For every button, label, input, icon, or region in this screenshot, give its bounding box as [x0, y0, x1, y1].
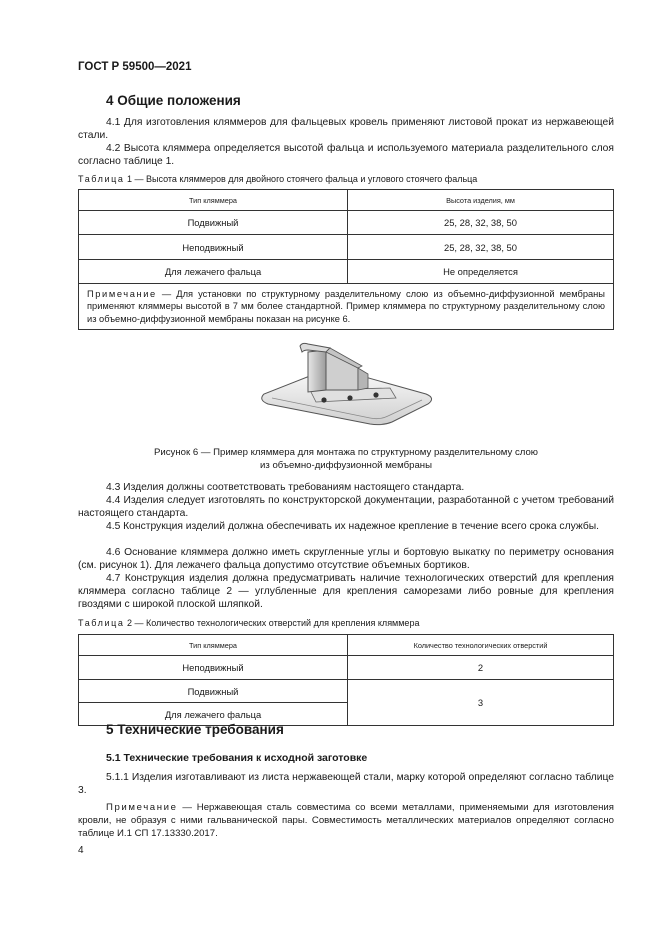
table-1-cell: Для лежачего фальца: [79, 260, 348, 284]
paragraph-5-1-1: 5.1.1 Изделия изготавливают из листа нержавеющей стали, марку которой определяют согласно таблице 3.: [78, 772, 614, 796]
table-2-caption: [78, 618, 419, 628]
klammer-hook: [300, 343, 330, 352]
table-1-cell: 25, 28, 32, 38, 50: [348, 211, 614, 235]
table-2-cell: Неподвижный: [79, 656, 348, 680]
klammer-tab: [308, 350, 326, 392]
klammer-hole: [347, 395, 352, 400]
table-1-caption: [78, 174, 477, 184]
table-row: [79, 211, 614, 235]
subsection-5-1-title: 5.1 Технические требования к исходной заготовке: [106, 752, 368, 764]
section-5-note-word: Примечание: [106, 802, 178, 813]
table-2-cell: Для лежачего фальца: [79, 703, 348, 726]
table-1-header-height: Высота изделия, мм: [348, 190, 614, 211]
table-2: [78, 634, 614, 726]
paragraph-4-3: 4.3 Изделия должны соответствовать требованиям настоящего стандарта.: [106, 482, 465, 493]
table-row: [79, 260, 614, 284]
table-2-cell: Подвижный: [79, 680, 348, 703]
klammer-hole: [321, 397, 326, 402]
section-5-title: 5 Технические требования: [106, 722, 284, 737]
paragraph-4-6: 4.6 Основание кляммера должно иметь скругленные углы и бортовую выкатку по периметру основания (см. рисунок 1). Для лежачего фальца допустимо отсутствие объемных бортиков.: [78, 547, 614, 571]
section-5-note-text: — Нержавеющая сталь совместима со всеми металлами, применяемыми для изготовления кровли, не образуя с ними гальванической пары. Совместимость металлических материалов определяют согласно таблице И.1 СП 17.13330.2017.: [78, 802, 614, 839]
table-2-header-type: Тип кляммера: [79, 635, 348, 656]
table-2-cell: 2: [348, 656, 614, 680]
table-row: [79, 656, 614, 680]
table-2-header-holes: Количество технологических отверстий: [348, 635, 614, 656]
table-row: [79, 284, 614, 330]
table-1: [78, 189, 614, 330]
paragraph-4-4: 4.4 Изделия следует изготовлять по конструкторской документации, разработанной с учетом требований настоящего стандарта.: [78, 495, 614, 519]
table-row: [79, 680, 614, 703]
table-2-cell-merged: 3: [348, 680, 614, 726]
table-2-caption-word: Таблица: [78, 618, 125, 628]
figure-6-caption-line-2: из объемно-диффузионной мембраны: [260, 459, 432, 471]
klammer-drawing: [250, 338, 440, 438]
paragraph-4-7: 4.7 Конструкция изделия должна предусматривать наличие технологических отверстий для крепления кляммера согласно таблице 2 — углубленные для крепления саморезами либо ровные для крепления гвоздями с широкой плоской шляпкой.: [78, 573, 614, 610]
figure-6-caption-line-1: Рисунок 6 — Пример кляммера для монтажа по структурному разделительному слою: [153, 447, 539, 458]
table-1-note-word: Примечание: [87, 289, 157, 299]
table-row: [79, 235, 614, 260]
table-1-note: [79, 284, 614, 330]
figure-6-caption: [78, 447, 614, 472]
section-4-title: 4 Общие положения: [106, 93, 241, 108]
table-1-caption-word: Таблица: [78, 174, 125, 184]
table-1-note-text: — Для установки по структурному разделительному слою из объемно-диффузионной мембраны применяют кляммеры высотой в 7 мм более стандартной. Пример кляммера по структурному разделительному слою из объемно-диффузионной мембраны показан на рисунке 6.: [87, 289, 605, 324]
table-1-cell: Подвижный: [79, 211, 348, 235]
standard-header: ГОСТ Р 59500—2021: [78, 61, 192, 73]
table-1-caption-text: 1 — Высота кляммеров для двойного стоячего фальца и углового стоячего фальца: [124, 174, 478, 184]
paragraph-4-5: 4.5 Конструкция изделий должна обеспечивать их надежное крепление в течение всего срока службы.: [106, 521, 600, 532]
paragraph-4-1: 4.1 Для изготовления кляммеров для фальцевых кровель применяют листовой прокат из нержавеющей стали.: [78, 117, 614, 141]
page-number: 4: [78, 845, 84, 856]
table-2-caption-text: 2 — Количество технологических отверстий для крепления кляммера: [124, 618, 420, 628]
section-5-note: [78, 802, 614, 840]
table-1-cell: 25, 28, 32, 38, 50: [348, 235, 614, 260]
table-1-cell: Не определяется: [348, 260, 614, 284]
paragraph-4-2: 4.2 Высота кляммера определяется высотой фальца и используемого материала разделительного слоя согласно таблице 1.: [78, 143, 614, 167]
klammer-hole: [373, 392, 378, 397]
table-1-cell: Неподвижный: [79, 235, 348, 260]
table-1-header-type: Тип кляммера: [79, 190, 348, 211]
